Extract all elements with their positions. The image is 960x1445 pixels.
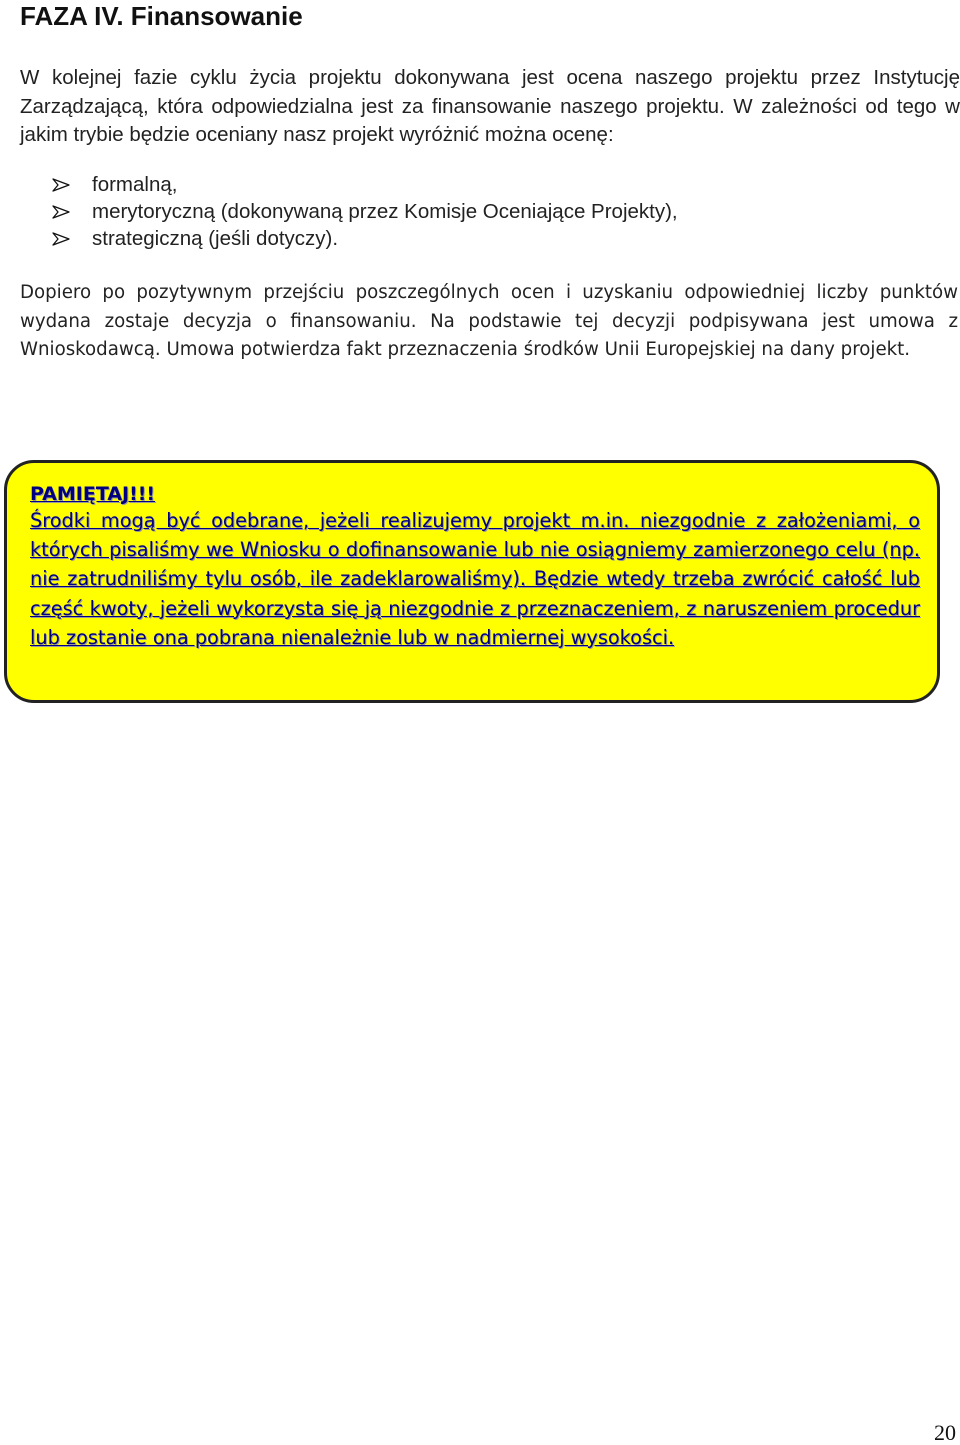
list-item <box>52 225 678 252</box>
list-item <box>52 171 678 198</box>
list-item <box>52 198 678 225</box>
evaluation-types-list <box>52 171 678 252</box>
arrowhead-bullet-icon <box>52 205 70 219</box>
callout-text: Środki mogą być odebrane, jeżeli realizujemy projekt m.in. niezgodnie z założeniami, o których pisaliśmy we Wniosku o dofinansowanie lub nie osiągniemy zamierzonego celu (np. nie zatrudniliśmy tylu osób, ile zadeklarowaliśmy). Będzie wtedy trzeba zwrócić całość lub część kwoty, jeżeli wykorzysta się ją niezgodnie z przeznaczeniem, z naruszeniem procedur lub zostanie ona pobrana nienależnie lub w nadmiernej wysokości. <box>30 509 920 649</box>
decision-paragraph: Dopiero po pozytywnym przejściu poszczególnych ocen i uzyskaniu odpowiedniej liczby punktów wydana zostaje decyzja o finansowaniu. Na podstawie tej decyzji podpisywana jest umowa z Wnioskodawcą. Umowa potwierdza fakt przeznaczenia środków Unii Europejskiej na dany projekt. <box>20 282 958 360</box>
callout-content <box>30 482 920 652</box>
list-item-label: formalną, <box>92 173 178 196</box>
intro-paragraph: W kolejnej fazie cyklu życia projektu dokonywana jest ocena naszego projektu przez Instytucję Zarządzającą, która odpowiedzialna jest za finansowanie naszego projektu. W zależności od tego w jakim trybie będzie oceniany nasz projekt wyróżnić można ocenę: <box>20 66 960 146</box>
reminder-callout-box <box>4 460 940 703</box>
list-item-label: strategiczną (jeśli dotyczy). <box>92 227 339 250</box>
arrowhead-bullet-icon <box>52 178 70 192</box>
page-number: 20 <box>934 1420 956 1445</box>
callout-title: PAMIĘTAJ!!! <box>30 483 156 505</box>
list-item-label: merytoryczną (dokonywaną przez Komisje Oceniające Projekty), <box>92 200 678 223</box>
section-heading: FAZA IV. Finansowanie <box>20 1 303 31</box>
arrowhead-bullet-icon <box>52 232 70 246</box>
